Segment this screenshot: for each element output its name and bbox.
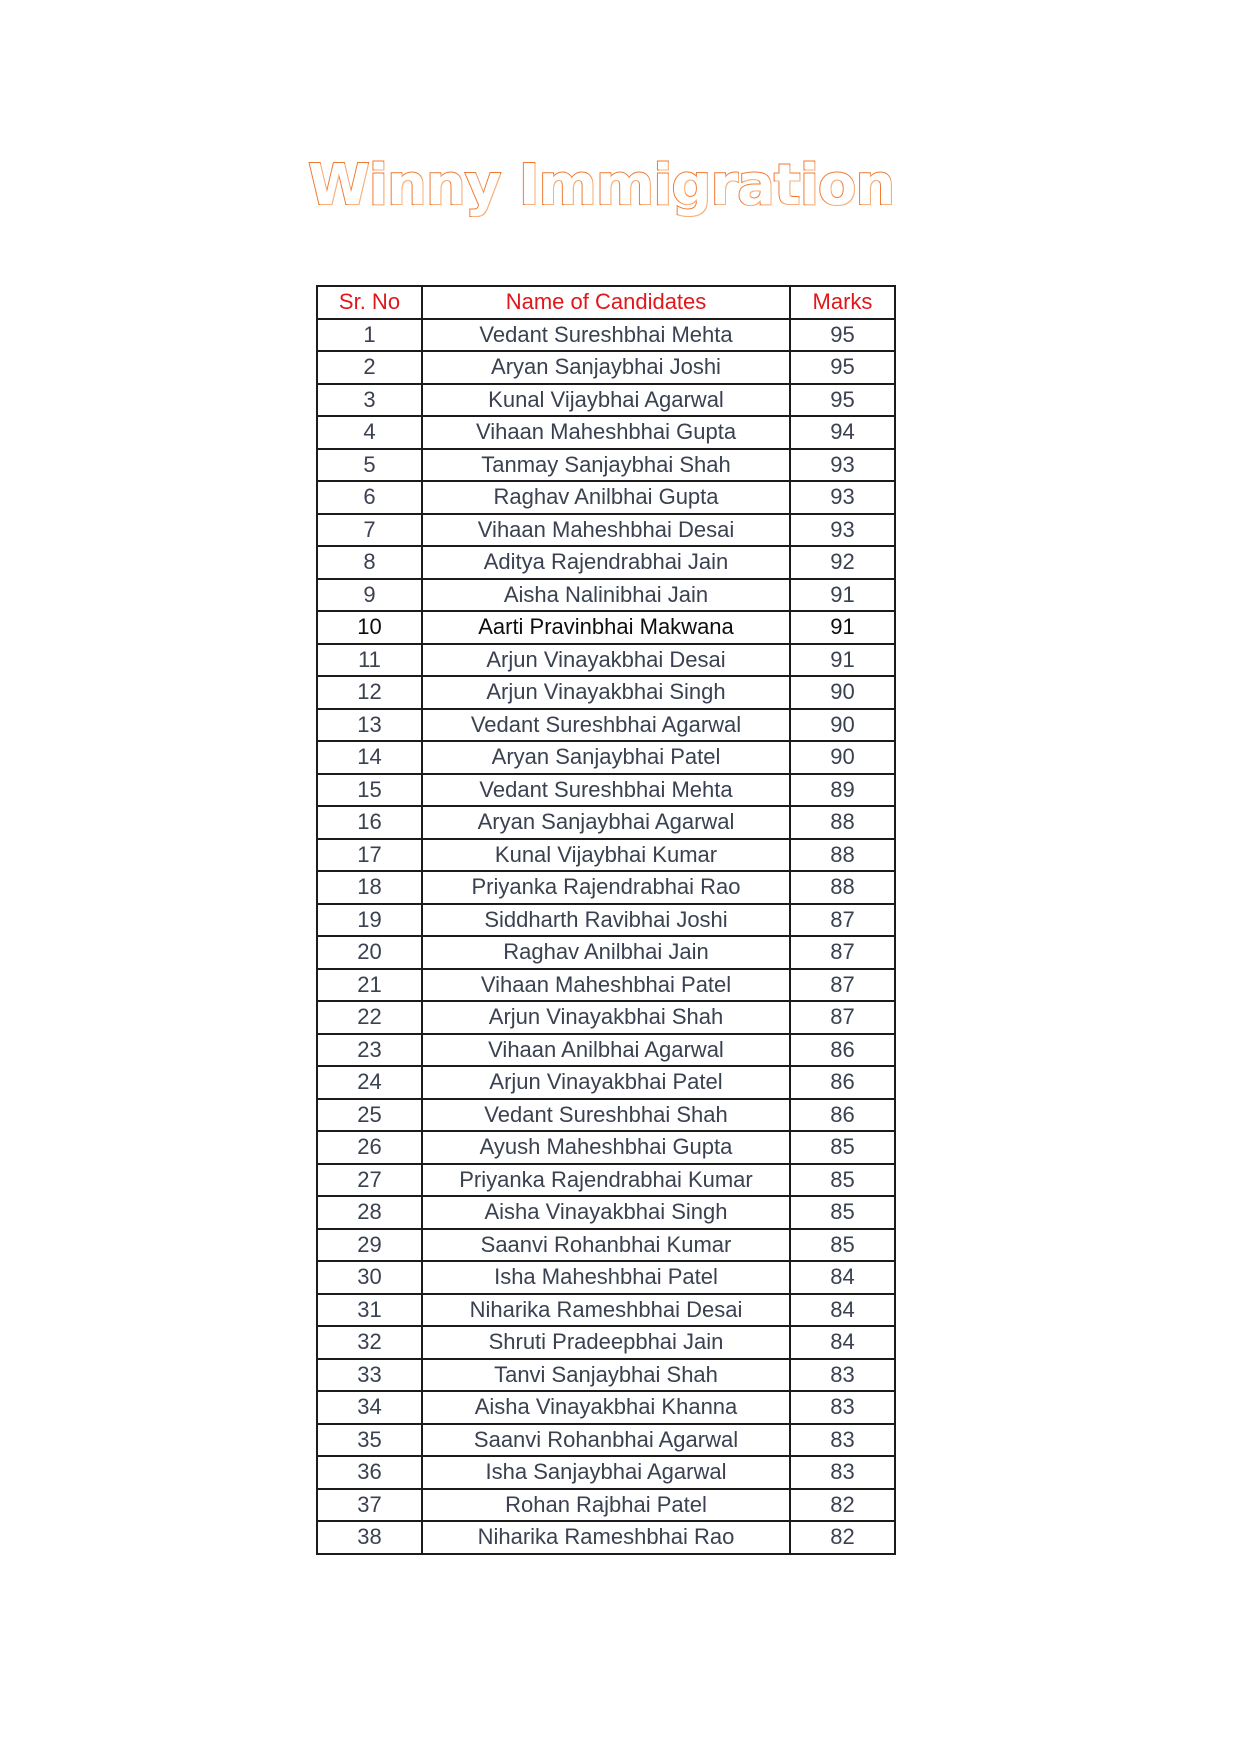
cell-marks: 94 [790, 416, 895, 449]
cell-marks: 90 [790, 741, 895, 774]
cell-candidate-name: Saanvi Rohanbhai Agarwal [422, 1424, 790, 1457]
table-row [317, 1131, 895, 1164]
cell-candidate-name: Aarti Pravinbhai Makwana [422, 611, 790, 644]
cell-marks: 85 [790, 1196, 895, 1229]
cell-candidate-name: Aisha Vinayakbhai Singh [422, 1196, 790, 1229]
table-row [317, 709, 895, 742]
cell-candidate-name: Tanvi Sanjaybhai Shah [422, 1359, 790, 1392]
cell-marks: 86 [790, 1099, 895, 1132]
cell-sr-no: 15 [317, 774, 422, 807]
cell-sr-no: 21 [317, 969, 422, 1002]
cell-candidate-name: Saanvi Rohanbhai Kumar [422, 1229, 790, 1262]
table-row [317, 1424, 895, 1457]
table-row [317, 1489, 895, 1522]
cell-candidate-name: Shruti Pradeepbhai Jain [422, 1326, 790, 1359]
header-sr-no: Sr. No [317, 286, 422, 319]
cell-sr-no: 18 [317, 871, 422, 904]
table-row [317, 481, 895, 514]
table-row [317, 1034, 895, 1067]
cell-sr-no: 28 [317, 1196, 422, 1229]
table-row [317, 806, 895, 839]
cell-sr-no: 25 [317, 1099, 422, 1132]
cell-marks: 87 [790, 1001, 895, 1034]
cell-sr-no: 20 [317, 936, 422, 969]
cell-candidate-name: Arjun Vinayakbhai Singh [422, 676, 790, 709]
cell-candidate-name: Vedant Sureshbhai Mehta [422, 774, 790, 807]
table-row [317, 1164, 895, 1197]
table-row [317, 1099, 895, 1132]
cell-sr-no: 8 [317, 546, 422, 579]
cell-marks: 88 [790, 839, 895, 872]
cell-marks: 95 [790, 384, 895, 417]
cell-candidate-name: Niharika Rameshbhai Rao [422, 1521, 790, 1554]
table-row [317, 1326, 895, 1359]
cell-candidate-name: Priyanka Rajendrabhai Rao [422, 871, 790, 904]
cell-marks: 87 [790, 904, 895, 937]
cell-sr-no: 23 [317, 1034, 422, 1067]
cell-candidate-name: Kunal Vijaybhai Agarwal [422, 384, 790, 417]
cell-sr-no: 12 [317, 676, 422, 709]
cell-sr-no: 9 [317, 579, 422, 612]
table-row [317, 319, 895, 352]
cell-candidate-name: Isha Sanjaybhai Agarwal [422, 1456, 790, 1489]
cell-marks: 91 [790, 579, 895, 612]
cell-marks: 85 [790, 1131, 895, 1164]
cell-sr-no: 5 [317, 449, 422, 482]
table-row [317, 741, 895, 774]
cell-sr-no: 19 [317, 904, 422, 937]
cell-marks: 83 [790, 1359, 895, 1392]
cell-candidate-name: Aisha Vinayakbhai Khanna [422, 1391, 790, 1424]
cell-sr-no: 11 [317, 644, 422, 677]
cell-candidate-name: Aryan Sanjaybhai Patel [422, 741, 790, 774]
cell-sr-no: 24 [317, 1066, 422, 1099]
table-row [317, 839, 895, 872]
cell-sr-no: 27 [317, 1164, 422, 1197]
cell-marks: 86 [790, 1066, 895, 1099]
table-row [317, 676, 895, 709]
table-row [317, 936, 895, 969]
table-row [317, 384, 895, 417]
cell-sr-no: 16 [317, 806, 422, 839]
cell-candidate-name: Arjun Vinayakbhai Desai [422, 644, 790, 677]
cell-marks: 85 [790, 1164, 895, 1197]
table-header-row [317, 286, 895, 319]
cell-candidate-name: Niharika Rameshbhai Desai [422, 1294, 790, 1327]
cell-sr-no: 37 [317, 1489, 422, 1522]
cell-sr-no: 7 [317, 514, 422, 547]
table-row [317, 871, 895, 904]
cell-candidate-name: Aryan Sanjaybhai Joshi [422, 351, 790, 384]
cell-sr-no: 22 [317, 1001, 422, 1034]
cell-candidate-name: Arjun Vinayakbhai Patel [422, 1066, 790, 1099]
cell-candidate-name: Raghav Anilbhai Gupta [422, 481, 790, 514]
cell-candidate-name: Arjun Vinayakbhai Shah [422, 1001, 790, 1034]
cell-candidate-name: Vihaan Anilbhai Agarwal [422, 1034, 790, 1067]
cell-candidate-name: Kunal Vijaybhai Kumar [422, 839, 790, 872]
cell-marks: 90 [790, 709, 895, 742]
table-row [317, 969, 895, 1002]
table-row [317, 1391, 895, 1424]
cell-marks: 91 [790, 644, 895, 677]
cell-sr-no: 17 [317, 839, 422, 872]
cell-candidate-name: Priyanka Rajendrabhai Kumar [422, 1164, 790, 1197]
table-row [317, 1521, 895, 1554]
cell-marks: 93 [790, 481, 895, 514]
table-body [317, 319, 895, 1554]
table-row [317, 1261, 895, 1294]
cell-marks: 83 [790, 1456, 895, 1489]
table-row [317, 546, 895, 579]
cell-sr-no: 2 [317, 351, 422, 384]
cell-sr-no: 6 [317, 481, 422, 514]
cell-marks: 87 [790, 969, 895, 1002]
candidates-table [316, 285, 896, 1555]
cell-marks: 82 [790, 1521, 895, 1554]
table-row [317, 1456, 895, 1489]
table-row [317, 904, 895, 937]
cell-sr-no: 14 [317, 741, 422, 774]
cell-marks: 88 [790, 806, 895, 839]
cell-candidate-name: Ayush Maheshbhai Gupta [422, 1131, 790, 1164]
cell-sr-no: 33 [317, 1359, 422, 1392]
cell-marks: 95 [790, 319, 895, 352]
cell-candidate-name: Siddharth Ravibhai Joshi [422, 904, 790, 937]
cell-marks: 87 [790, 936, 895, 969]
table-row [317, 1294, 895, 1327]
cell-marks: 82 [790, 1489, 895, 1522]
cell-sr-no: 29 [317, 1229, 422, 1262]
cell-candidate-name: Aditya Rajendrabhai Jain [422, 546, 790, 579]
cell-sr-no: 4 [317, 416, 422, 449]
cell-sr-no: 38 [317, 1521, 422, 1554]
table-row [317, 416, 895, 449]
table-row [317, 579, 895, 612]
cell-candidate-name: Vihaan Maheshbhai Patel [422, 969, 790, 1002]
cell-sr-no: 3 [317, 384, 422, 417]
cell-marks: 90 [790, 676, 895, 709]
table-row [317, 1359, 895, 1392]
cell-candidate-name: Vedant Sureshbhai Agarwal [422, 709, 790, 742]
cell-marks: 93 [790, 514, 895, 547]
table-row [317, 774, 895, 807]
cell-marks: 84 [790, 1326, 895, 1359]
cell-marks: 84 [790, 1261, 895, 1294]
cell-sr-no: 1 [317, 319, 422, 352]
header-marks: Marks [790, 286, 895, 319]
cell-marks: 85 [790, 1229, 895, 1262]
cell-candidate-name: Raghav Anilbhai Jain [422, 936, 790, 969]
table-row [317, 1229, 895, 1262]
cell-marks: 89 [790, 774, 895, 807]
page-title: Winny Immigration [308, 153, 895, 218]
cell-marks: 83 [790, 1424, 895, 1457]
cell-marks: 83 [790, 1391, 895, 1424]
cell-sr-no: 31 [317, 1294, 422, 1327]
cell-candidate-name: Vedant Sureshbhai Mehta [422, 319, 790, 352]
cell-sr-no: 32 [317, 1326, 422, 1359]
cell-marks: 91 [790, 611, 895, 644]
cell-candidate-name: Rohan Rajbhai Patel [422, 1489, 790, 1522]
table-row [317, 1066, 895, 1099]
cell-marks: 84 [790, 1294, 895, 1327]
cell-candidate-name: Vedant Sureshbhai Shah [422, 1099, 790, 1132]
cell-sr-no: 26 [317, 1131, 422, 1164]
cell-candidate-name: Aisha Nalinibhai Jain [422, 579, 790, 612]
table-row [317, 1001, 895, 1034]
cell-candidate-name: Tanmay Sanjaybhai Shah [422, 449, 790, 482]
cell-marks: 92 [790, 546, 895, 579]
cell-candidate-name: Aryan Sanjaybhai Agarwal [422, 806, 790, 839]
cell-sr-no: 35 [317, 1424, 422, 1457]
table-row [317, 351, 895, 384]
cell-marks: 95 [790, 351, 895, 384]
table-row [317, 514, 895, 547]
cell-sr-no: 10 [317, 611, 422, 644]
cell-marks: 86 [790, 1034, 895, 1067]
table-row [317, 449, 895, 482]
cell-sr-no: 34 [317, 1391, 422, 1424]
table-row [317, 611, 895, 644]
cell-sr-no: 13 [317, 709, 422, 742]
table-row [317, 1196, 895, 1229]
header-name-of-candidates: Name of Candidates [422, 286, 790, 319]
cell-sr-no: 36 [317, 1456, 422, 1489]
cell-marks: 88 [790, 871, 895, 904]
cell-marks: 93 [790, 449, 895, 482]
cell-candidate-name: Vihaan Maheshbhai Desai [422, 514, 790, 547]
cell-candidate-name: Vihaan Maheshbhai Gupta [422, 416, 790, 449]
table-row [317, 644, 895, 677]
cell-sr-no: 30 [317, 1261, 422, 1294]
cell-candidate-name: Isha Maheshbhai Patel [422, 1261, 790, 1294]
